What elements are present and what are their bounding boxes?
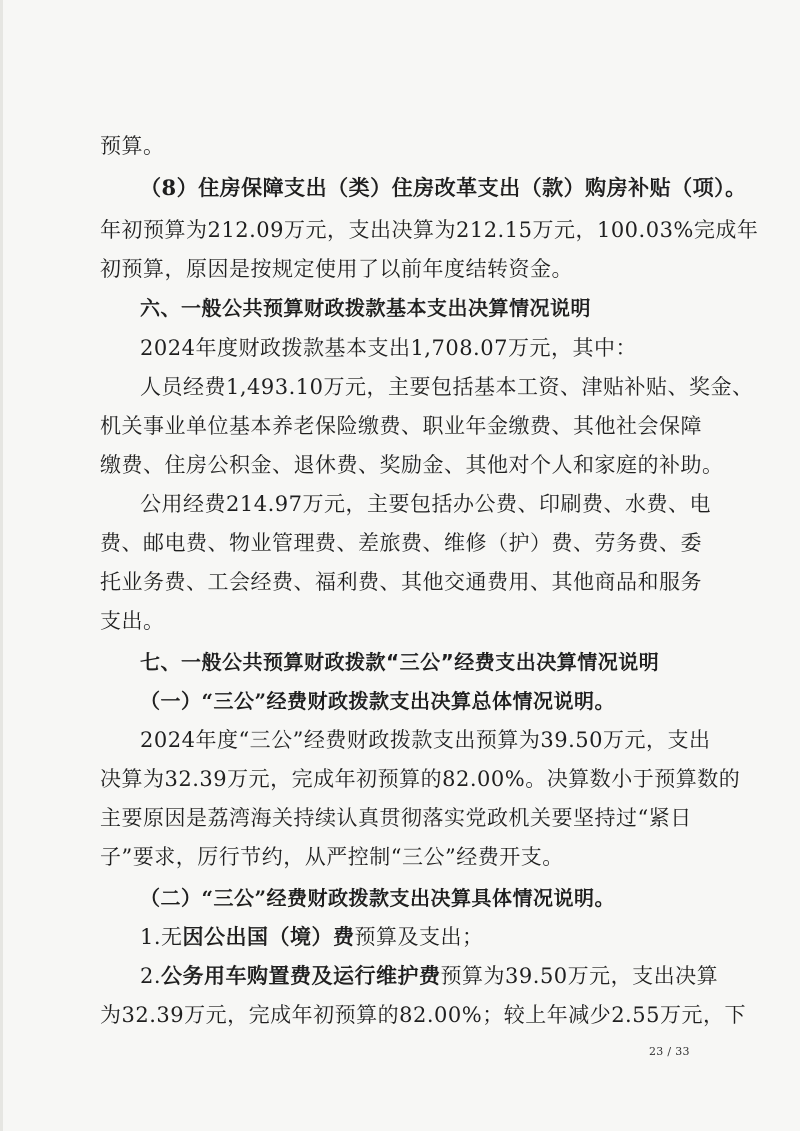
text-line: 2024年度财政拨款基本支出1,708.07万元，其中：: [140, 336, 637, 360]
item-title: 因公出国（境）费: [182, 924, 355, 949]
item-number: 1.无: [140, 925, 183, 949]
text-line: 托业务费、工会经费、福利费、其他交通费用、其他商品和服务: [100, 570, 702, 594]
text-line: 主要原因是荔湾海关持续认真贯彻落实党政机关要坚持过“紧日: [100, 806, 692, 830]
scan-edge: [0, 0, 3, 1131]
text-line: 支出。: [100, 609, 165, 633]
text-line: 子”要求，厉行节约，从严控制“三公”经费开支。: [100, 845, 564, 869]
text-line: 2024年度“三公”经费财政拨款支出预算为39.50万元，支出: [140, 728, 711, 752]
section-heading: 六、一般公共预算财政拨款基本支出决算情况说明: [140, 296, 591, 320]
section-heading: 七、一般公共预算财政拨款“三公”经费支出决算情况说明: [140, 650, 660, 674]
text-line: 费、邮电费、物业管理费、差旅费、维修（护）费、劳务费、委: [100, 531, 702, 555]
subsection-heading: （一）“三公”经费财政拨款支出决算总体情况说明。: [140, 689, 616, 713]
text-line: 决算为32.39万元，完成年初预算的82.00%。决算数小于预算数的: [100, 767, 741, 791]
item-text: 预算及支出；: [354, 925, 484, 949]
item-text: 预算为39.50万元，支出决算: [440, 964, 719, 988]
subsection-heading: （8）住房保障支出（类）住房改革支出（款）购房补贴（项）。: [140, 175, 747, 200]
text-line: 为32.39万元，完成年初预算的82.00%；较上年减少2.55万元，下: [100, 1003, 746, 1027]
text-line: 机关事业单位基本养老保险缴费、职业年金缴费、其他社会保障: [100, 414, 702, 438]
page-number: 23 / 33: [649, 1045, 690, 1058]
text-line: 年初预算为212.09万元，支出决算为212.15万元，100.03%完成年: [100, 218, 759, 242]
text-line: 公用经费214.97万元，主要包括办公费、印刷费、水费、电: [140, 492, 711, 516]
text-line: 预算。: [100, 134, 165, 158]
text-line: 人员经费1,493.10万元，主要包括基本工资、津贴补贴、奖金、: [140, 375, 754, 399]
text-line: 初预算，原因是按规定使用了以前年度结转资金。: [100, 257, 573, 281]
item-number: 2.: [140, 964, 162, 988]
subsection-heading: （二）“三公”经费财政拨款支出决算具体情况说明。: [140, 886, 616, 910]
item-title: 公务用车购置费及运行维护费: [161, 963, 441, 988]
text-line: 缴费、住房公积金、退休费、奖励金、其他对个人和家庭的补助。: [100, 453, 724, 477]
text-line: [140, 922, 484, 952]
text-line: [140, 961, 718, 991]
